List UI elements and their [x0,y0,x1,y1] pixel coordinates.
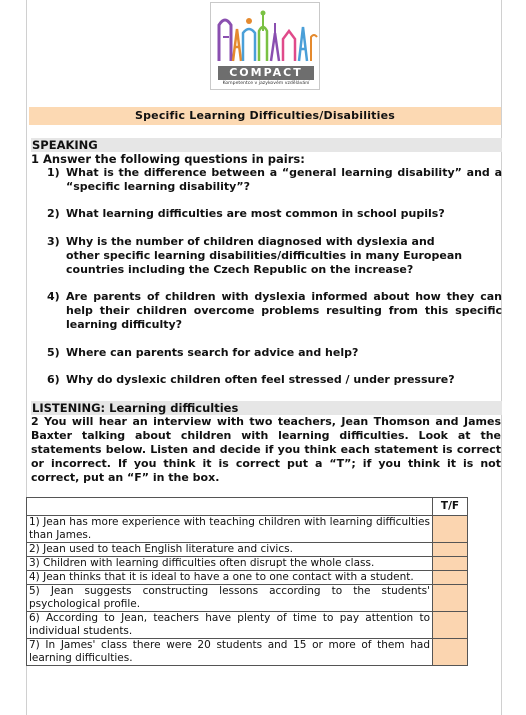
speaking-heading: SPEAKING [31,138,502,152]
answer-box[interactable] [433,612,468,639]
listening-instructions: 2 You will hear an interview with two teachers, Jean Thomson and James Baxter talking about children with learning difficulties. Look at the statements below. Listen and decide if you think each statement is correct or incorrect. If you think it is correct put a “T”; if you think it is not correct, put an “F” in the box. [31,415,501,484]
question-text: What is the difference between a “general learning disability” and a “specific learning disability”? [66,166,502,193]
question-number: 6) [47,373,60,386]
answer-box[interactable] [433,571,468,585]
logo-tagline: Kompetentce v jazykovém vzdělávání [222,81,310,86]
question-number: 5) [47,346,60,359]
statement-cell: 2) Jean used to teach English literature and civics. [27,543,433,557]
question-number: 4) [47,290,60,303]
question-text: Why is the number of children diagnosed with dyslexia and other specific learning disabilities/difficulties in many European countries including the Czech Republic on the increase? [66,235,463,276]
table-row [27,639,468,666]
question-item [47,235,502,277]
statement-cell: 5) Jean suggests constructing lessons according to the students' psychological profile. [27,585,433,612]
table-row [27,557,468,571]
answer-box[interactable] [433,585,468,612]
statement-cell: 4) Jean thinks that it is ideal to have a one to one contact with a student. [27,571,433,585]
table-row [27,571,468,585]
question-item [47,166,502,194]
page-title: Specific Learning Difficulties/Disabilities [29,107,501,125]
question-item [47,346,502,360]
table-row [27,543,468,557]
question-item [47,373,502,387]
table-row [27,585,468,612]
compact-logo [210,2,320,90]
statement-cell: 6) According to Jean, teachers have plenty of time to pay attention to individual students. [27,612,433,639]
listening-heading: LISTENING: Learning difficulties [31,401,502,415]
question-text: What learning difficulties are most common in school pupils? [66,207,445,220]
question-number: 2) [47,207,60,220]
logo-wordmark: COMPACT [218,66,314,80]
answer-box[interactable] [433,516,468,543]
question-text: Are parents of children with dyslexia informed about how they can help their children overcome problems resulting from this specific learning difficulty? [66,290,502,331]
true-false-table [26,497,468,666]
tf-column-header: T/F [433,498,468,516]
table-row [27,516,468,543]
statement-cell: 7) In James' class there were 20 students and 15 or more of them had learning difficulties. [27,639,433,666]
question-text: Where can parents search for advice and help? [66,346,359,359]
answer-box[interactable] [433,639,468,666]
speaking-intro: 1 Answer the following questions in pairs: [31,152,305,166]
question-number: 3) [47,235,60,248]
answer-box[interactable] [433,557,468,571]
statement-cell: 1) Jean has more experience with teaching children with learning difficulties than James. [27,516,433,543]
question-number: 1) [47,166,60,179]
skyline-logo-icon [211,3,319,67]
statement-cell: 3) Children with learning difficulties often disrupt the whole class. [27,557,433,571]
answer-box[interactable] [433,543,468,557]
statement-header-cell [27,498,433,516]
table-row [27,612,468,639]
question-item [47,207,502,221]
table-header-row [27,498,468,516]
question-text: Why do dyslexic children often feel stressed / under pressure? [66,373,455,386]
question-item [47,290,502,332]
